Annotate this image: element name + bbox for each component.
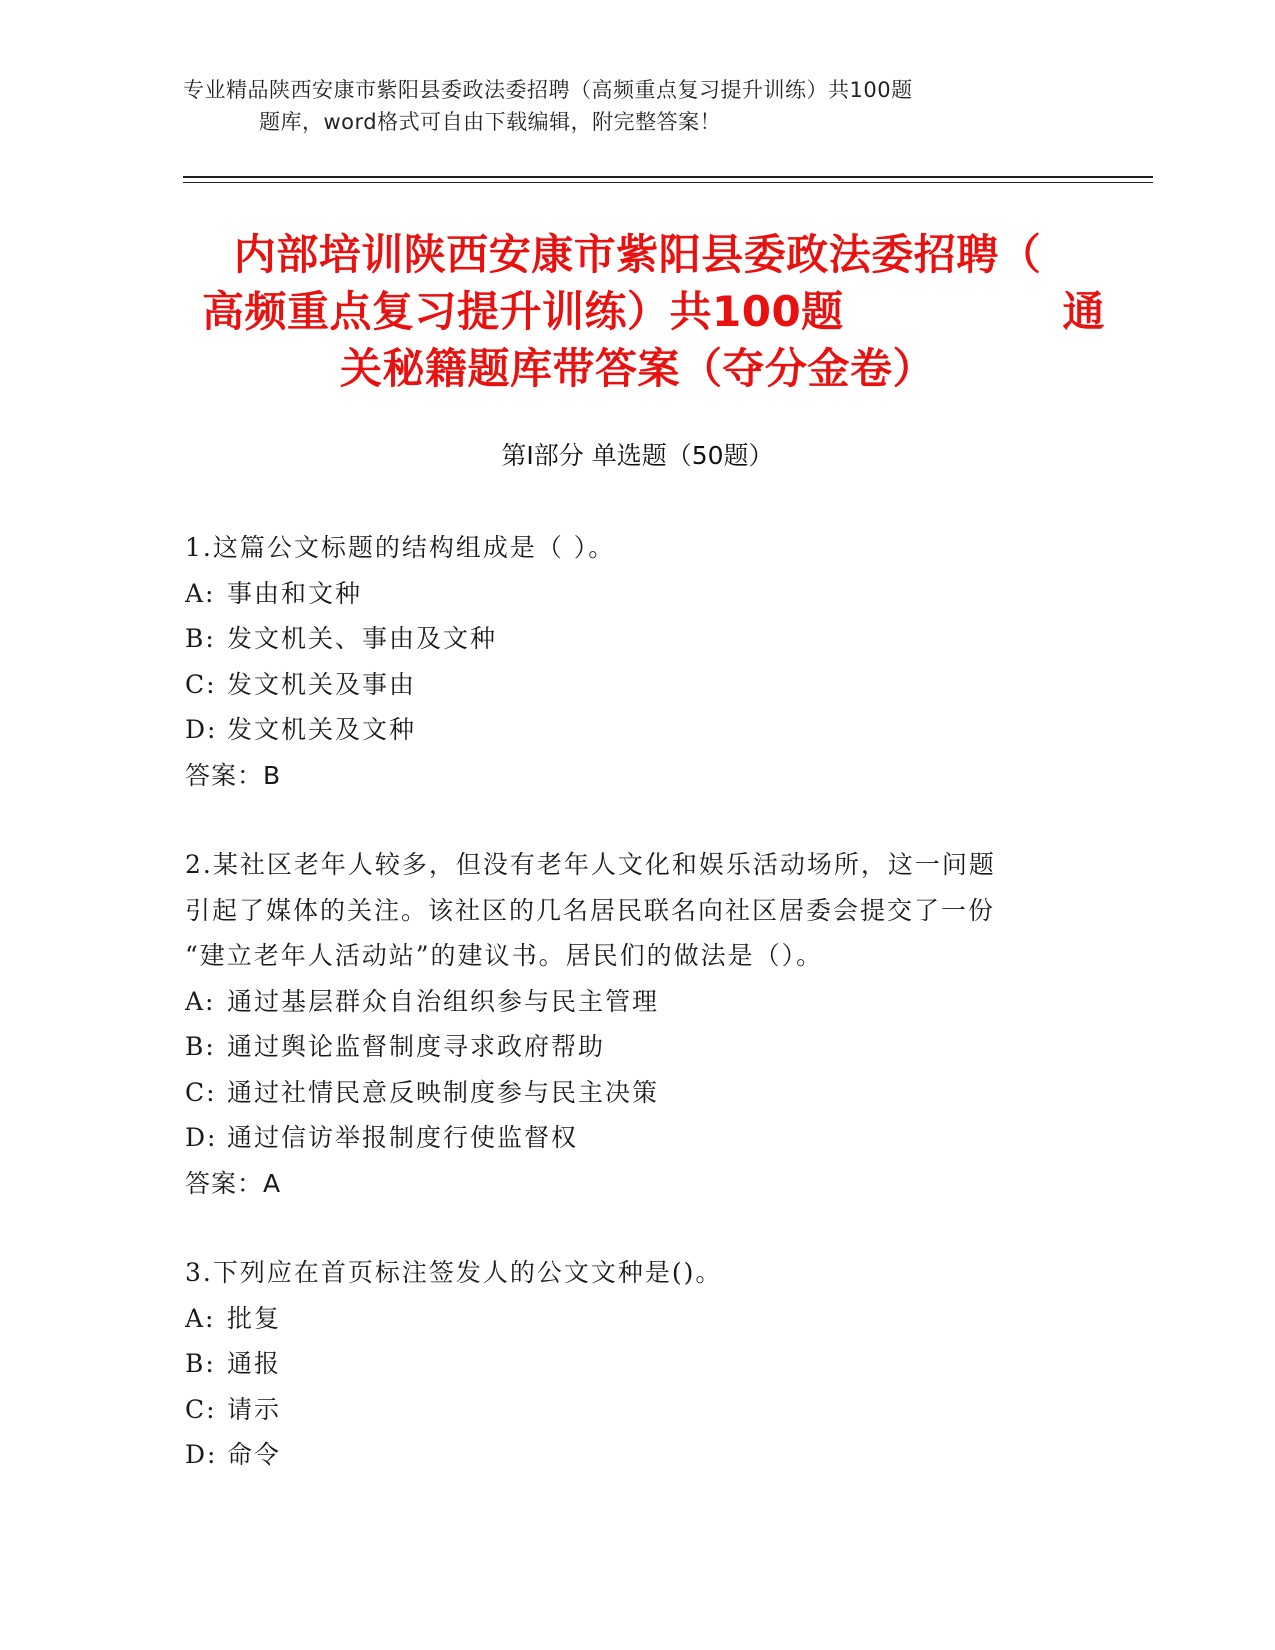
option-b — [185, 1341, 1065, 1387]
option-text: 通过信访举报制度行使监督权 — [227, 1123, 579, 1152]
question-2 — [185, 842, 1065, 1206]
title-line2-tail: 通 — [1062, 287, 1105, 336]
option-b — [185, 616, 1065, 662]
question-spacer — [185, 798, 1065, 842]
option-text: 批复 — [227, 1303, 282, 1333]
question-stem: “建立老年人活动站”的建议书。居民们的做法是（）。 — [185, 941, 824, 970]
question-stem: 3.下列应在首页标注签发人的公文文种是()。 — [185, 1258, 723, 1287]
question-stem: 2.某社区老年人较多，但没有老年人文化和娱乐活动场所，这一问题 — [185, 850, 996, 879]
option-text: 命令 — [227, 1440, 282, 1469]
option-letter: A: — [185, 578, 216, 608]
option-d — [185, 1115, 1065, 1161]
option-c — [185, 1070, 1065, 1116]
question-spacer — [185, 1206, 1065, 1250]
answer: 答案：B — [185, 760, 282, 790]
option-a — [185, 571, 1065, 617]
option-text: 通报 — [227, 1349, 282, 1378]
option-letter: B: — [185, 1032, 216, 1061]
section-title: 第Ⅰ部分 单选题（50题） — [501, 441, 774, 470]
option-b — [185, 1024, 1065, 1070]
option-text: 事由和文种 — [227, 578, 363, 608]
option-text: 发文机关、事由及文种 — [227, 624, 498, 653]
option-letter: B: — [185, 624, 216, 653]
option-letter: C: — [185, 669, 217, 699]
option-text: 发文机关及事由 — [227, 669, 417, 699]
option-a — [185, 1296, 1065, 1342]
title-line3: 关秘籍题库带答案（夺分金卷） — [339, 344, 935, 393]
document-title — [150, 226, 1125, 397]
option-text: 请示 — [227, 1394, 282, 1424]
option-text: 通过基层群众自治组织参与民主管理 — [227, 986, 660, 1016]
title-line2 — [150, 283, 1125, 340]
option-d — [185, 1432, 1065, 1478]
option-letter: D: — [185, 715, 218, 744]
question-1 — [185, 525, 1065, 798]
option-text: 通过社情民意反映制度参与民主决策 — [227, 1077, 660, 1107]
question-3 — [185, 1250, 1065, 1478]
option-text: 发文机关及文种 — [227, 715, 417, 744]
header-note — [183, 74, 1043, 138]
option-a — [185, 979, 1065, 1025]
header-note-line1: 专业精品陕西安康市紫阳县委政法委招聘（高频重点复习提升训练）共100题 — [183, 78, 913, 102]
option-c — [185, 662, 1065, 708]
answer: 答案：A — [185, 1168, 282, 1198]
header-note-line2: 题库，word格式可自由下载编辑，附完整答案！ — [259, 110, 722, 134]
question-stem: 引起了媒体的关注。该社区的几名居民联名向社区居委会提交了一份 — [185, 895, 996, 925]
option-letter: D: — [185, 1440, 218, 1469]
option-letter: C: — [185, 1077, 217, 1107]
option-letter: A: — [185, 986, 216, 1016]
option-letter: D: — [185, 1123, 218, 1152]
title-line2-text: 高频重点复习提升训练）共100题 — [202, 287, 844, 336]
option-c — [185, 1387, 1065, 1433]
option-letter: B: — [185, 1349, 216, 1378]
option-text: 通过舆论监督制度寻求政府帮助 — [227, 1032, 606, 1061]
option-d — [185, 707, 1065, 753]
question-stem: 1.这篇公文标题的结构组成是（ ）。 — [185, 533, 616, 562]
title-line1: 内部培训陕西安康市紫阳县委政法委招聘（ — [233, 230, 1042, 279]
header-divider-thin — [183, 182, 1153, 183]
option-letter: C: — [185, 1394, 217, 1424]
option-letter: A: — [185, 1303, 216, 1333]
header-divider-thick — [183, 176, 1153, 178]
question-list — [185, 525, 1065, 1478]
